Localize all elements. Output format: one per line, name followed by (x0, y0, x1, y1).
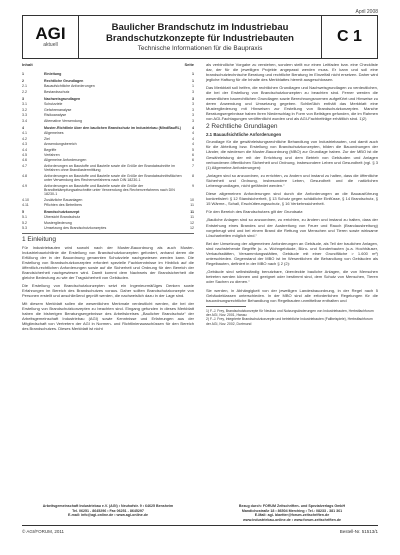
distributor-footer (206, 504, 378, 522)
toc-title: Einleitung (44, 72, 62, 76)
footer-distributor-web: www.industriebau-online.de • www.forum-zeitschriften.de (242, 517, 342, 522)
footnote-divider (206, 306, 246, 307)
toc-number: 4.3 (22, 142, 27, 147)
toc-title: Pflichten des Betreibers (44, 203, 82, 208)
toc-label-seite: Seite (184, 62, 194, 67)
paragraph: Grundlage für die gewährleistungsrechtliche Behandlung von Industriebauten, und damit auch für die Abteilung bzw. Erstellung von Brandschutzkonzepten, bilden die Bauordnungen der Länder, die wiederum die Muster-Bauordnung (MBO) zur Grundlage haben. Zur der MBO ist die Gewährleistung der mit der Errichtung und dem Betrieb von Gebäuden und Anlagen verbundenen öffentlichen Sicherheit und Ordnung, insbesondere Leben und Gesundheit (vgl. § 3 (1) Allgemeine Anforderungen): (206, 139, 378, 170)
toc-page: 9 (192, 183, 194, 188)
toc-page: 5 (192, 147, 194, 152)
toc-title: Gefahrenanalyse (44, 107, 72, 112)
toc-page: 11 (190, 209, 194, 214)
toc-page: 4 (192, 142, 194, 147)
order-number: Bestell-Nr. 51513/1 (339, 529, 378, 534)
toc-number: 5.3 (22, 226, 27, 231)
toc-title: Bauaufsichtliche Anforderungen (44, 84, 95, 89)
toc-title: Risikoanalyse (44, 113, 67, 118)
toc-number: 4.1 (22, 131, 27, 136)
toc-title: Nachweisgrundlagen (44, 96, 81, 101)
toc-row (22, 95, 194, 102)
footnote: 1) F.-J. Frey, Brandschutzkonzepte für Neubau und Nutzungsänderungen von Industriebauten, Herbstfachforum der AGI, Nov. 2001, Hanau (206, 308, 374, 318)
footnote: 2) F.-J. Frey, Integrierte Brandschutzkonzepte und betriebliche Industriebauten (Fallbeispiele), Herbstfachforum der AGI, Nov. 2002, Dortmund (206, 317, 373, 326)
header-titles (79, 16, 321, 58)
toc-page: 12 (190, 220, 194, 225)
toc-number: 4.4 (22, 147, 27, 152)
paragraph: Die Erstellung von Brandschutzkonzepten setzt ein Ingenieurmäßiges Denken sowie Erfahrungen im Bereich des Brandschutzes voraus. Daher sollten Brandschutzkonzepte von Personen erstellt und anschließend geprüft werden, die nachweislich dazu in der Lage sind. (22, 283, 194, 299)
toc-title: Bestandsschutz (44, 89, 70, 94)
toc-page: 8 (192, 173, 194, 178)
right-column (206, 62, 378, 326)
toc-title: Schutzziele (44, 102, 63, 107)
toc-page: 4 (192, 136, 194, 141)
toc-page: 3 (192, 96, 194, 101)
quote-paragraph: „Anlagen sind so anzuordnen, zu errichten, zu ändern und instand zu halten, dass die öffentliche Sicherheit und Ordnung, insbesondere Leben, Gesundheit und die natürlichen Lebensgrundlagen, nicht gefährdet werden.“ (206, 172, 378, 188)
toc-title: Verfahren (44, 153, 60, 157)
document-header (22, 15, 378, 59)
toc-title: Rechtliche Grundlagen (44, 78, 84, 83)
quote-paragraph: „Bauliche Anlagen sind so anzuordnen, zu errichten, zu ändern und instand zu halten, dass der Entstehung eines Brandes und der Ausbreitung von Feuer und Rauch (Brandausbreitung) vorgebeugt wird und bei einem Brand die Rettung von Menschen und Tieren sowie wirksame Löscharbeiten möglich sind.“ (206, 217, 378, 238)
publisher-footer (22, 504, 194, 518)
toc-header (22, 62, 194, 67)
toc-page: 7 (192, 163, 194, 168)
toc-row (22, 124, 194, 131)
paragraph: Diese allgemeinen Anforderungen sind durch die Anforderungen an die Bauausführung konkretisiert: § 12 Standsicherheit, § 13 Schutz gegen schädliche Einflüsse, § 14 Brandschutz, § 15 Wärme-, Schall, Erschütterungsschutz, § 16 Verkehrssicherheit. (206, 191, 378, 207)
toc-page: 4 (192, 131, 194, 136)
section-2-heading: 2 Rechtliche Grundlagen (206, 123, 278, 131)
toc-page: 3 (192, 113, 194, 118)
toc-number: 3.3 (22, 113, 27, 118)
toc-page: 10 (190, 197, 194, 202)
toc-number: 2.2 (22, 89, 27, 94)
toc-label-inhalt: Inhalt (22, 62, 33, 67)
left-column (22, 62, 194, 334)
toc-page: 12 (190, 226, 194, 231)
section-2-1-heading: 2.1 Bauaufsichtliche Anforderungen (206, 132, 282, 138)
toc-page: 11 (190, 215, 194, 220)
toc-row (22, 77, 194, 84)
logo-subtitle: aktuell (43, 42, 58, 48)
toc-title: Anforderungen an Baustoffe und Bauteile sowie die Größe der Brandbekämpfungsabschnitte unter Verwendung des Rechenverfahrens nach DIN 18230-1 (44, 183, 175, 197)
footer-distributor-address: Mandichostraße 18 • 86504 Merching • Tel.: 08233 - 381 361 (241, 508, 343, 513)
toc-page: 6 (192, 158, 194, 163)
paragraph: Für den Bereich des Brandschutzes gilt der Grundsatz: (206, 209, 304, 215)
toc-page: 1 (192, 72, 194, 76)
toc-page: 1 (192, 84, 194, 89)
title-line-2: Brandschutzkonzepte für Industriebauten (106, 32, 294, 44)
toc-page: 3 (192, 118, 194, 123)
toc-number: 4.9 (22, 183, 27, 188)
toc-title: Allgemeine Anforderungen (44, 158, 87, 163)
toc-number: 4.2 (22, 136, 27, 141)
toc-number: 5.2 (22, 220, 27, 225)
toc-page: 1 (192, 78, 194, 83)
toc-title: Alternative Verwendung (44, 118, 82, 123)
toc-page: 3 (192, 89, 194, 94)
toc-number: 4.10 (22, 197, 29, 202)
toc-page: 11 (190, 203, 194, 208)
toc-title: Muster-Richtlinie über den baulichen Brandschutz im Industriebau (MIndBauRL) (44, 125, 181, 130)
toc-number: 2.1 (22, 84, 27, 89)
toc-number: 3.4 (22, 118, 27, 123)
toc-row (22, 183, 194, 197)
toc-number: 1 (22, 72, 24, 76)
footer-contact: E-mail: info@agi-online.de • www.agi-online.de (68, 513, 148, 518)
toc-row (22, 208, 194, 215)
toc-number: 3.2 (22, 107, 27, 112)
title-line-1: Baulicher Brandschutz im Industriebau (111, 21, 289, 33)
toc-row (22, 163, 194, 173)
toc-row (22, 173, 194, 183)
toc-number: 5 (22, 209, 24, 214)
title-subline: Technische Informationen für die Baupraxis (137, 44, 263, 52)
toc-title: Brandschutzkonzept (44, 209, 80, 214)
toc-title: Anwendungsbereich (44, 142, 77, 147)
logo-text: AGI (35, 24, 66, 43)
toc-number: 4.6 (22, 158, 27, 163)
toc-row (22, 70, 194, 77)
paragraph: Mit diesem Merkblatt sollen die wesentlichen Merkmale verdeutlicht werden, die bei der Erstellung von Brandschutzkonzepten zu beachten sind. Eingang gefunden in dieses Merkblatt haben die bisherigen Beratungsergebnisse des Arbeitskreises „Baulicher Brandschutz“ der Arbeitsgemeinschaft Industriebau (AGI) sowie Kenntnisse und Erfahrungen aus der Mitgliedschaft von Vertretern der AGI in Normen- und Richtlinienausschüssen für den Bereich des Brandschutzes. Dieses Merkblatt ist nicht (22, 301, 194, 332)
divider (22, 233, 194, 234)
paragraph: Sie werden, in Abhängigkeit von der jeweiligen Landesbauordnung, in der Regel nach 5 Gebäudeklassen unterschieden. In der MBO sind alle erforderlichen Regelungen für die bauordnungsrechtliche Behandlung von Regelbauten unmittelbar enthalten und (206, 287, 378, 303)
table-of-contents (22, 70, 194, 231)
agi-logo (23, 16, 79, 58)
toc-title: Anforderungen an Baustoffe und Bauteile sowie die Größe der Brandabschnitte im Verfahren ohne Brandlastermittlung (44, 163, 175, 173)
toc-title: Anforderungen an Baustoffe und Bauteile sowie die Größe der Brandabschnittsflächen unter Verwendung des Rechenverfahrens nach DIN 18230-1 (44, 173, 182, 183)
toc-page: 4 (192, 125, 194, 130)
toc-title: Umsetzung des Brandschutzkonzeptes (44, 226, 107, 231)
issue-date: April 2008 (355, 9, 378, 15)
sheet-code: C 1 (321, 16, 377, 58)
toc-page: 3 (192, 107, 194, 112)
footnotes (206, 309, 378, 326)
toc-page: 3 (192, 102, 194, 107)
toc-title: Begriffe (44, 147, 57, 152)
toc-title: Übersicht Brandschutz (44, 215, 81, 220)
copyright: © AGI/FORUM, 2011 (22, 529, 64, 534)
toc-number: 3.1 (22, 102, 27, 107)
paragraph: Bei der Umsetzung der allgemeinen Anforderungen an Gebäude, als Teil der baulichen Anlagen, sind nachstehende Begriffe (u. a. Wohngebäude, Büro- und Sonderbauten (u.a. Hochhäuser, Verkaufsstätten, Versammlungsstätten, Gebäude mit einer Grundfläche > 1.600 m²) unterschieden. Gegenstand der MBO ist im Wesentlichen die Behandlung von Gebäuden als Regelbauten, definiert in der MBO nach § 2 (2): (206, 240, 378, 267)
toc-number: 4 (22, 125, 24, 130)
toc-number: 4.8 (22, 173, 27, 178)
toc-title: Ziel (44, 136, 50, 141)
toc-number: 2 (22, 78, 24, 83)
toc-number: 3 (22, 96, 24, 101)
paragraph: als verbindliche Vorgabe zu verstehen, sondern stellt nur einen Leitfaden bzw. eine Checkliste dar, der für die jeweiligen Projekte angepasst werden muss. Er kann und soll eine brandschutztechnische Beratung und rechtliche Beratung im Einzelfall nicht ersetzen. Daher wird jegliche Haftung für die Inhalte des Merkblattes hiermit ausgeschlossen. (206, 62, 378, 83)
toc-number: 4.7 (22, 163, 27, 168)
section-1-heading: 1 Einleitung (22, 236, 56, 244)
footer-distributor-email: E-Mail: agi- blaetter@forum-zeitschriften.de (254, 513, 330, 518)
toc-number: 5.1 (22, 215, 27, 220)
toc-title: Mustergliederung (44, 220, 72, 225)
toc-page: 6 (192, 153, 194, 157)
toc-title: Zusätzliche Bauanlagen (44, 197, 83, 202)
toc-number: 4.11 (22, 203, 29, 208)
footer-address: Arbeitsgemeinschaft Industriebau e.V. (AGI) • Neuhofstr. 9 • 64625 Bensheim (42, 504, 174, 508)
toc-title: Allgemeines (44, 131, 64, 136)
quote-paragraph: „Gebäude sind selbstständig benutzbare, überdeckte bauliche Anlagen, die von Menschen betreten werden können und geeignet oder bestimmt sind, dem Schutz von Menschen, Tieren oder Sachen zu dienen.“ (206, 269, 378, 285)
toc-row (22, 226, 194, 231)
footer-phone: Tel. 06251 - 8645296 • Fax 06251 - 8645297 (72, 508, 144, 513)
paragraph: Für Industriebauten wird sowohl nach der Muster-Bauordnung als auch Muster-Industriebaurichtlinie die Erstellung von Brandschutzkonzepten gefordert, anhand deren die Erfüllung der in der Bauordnung genannten Schutzziele nachgewiesen werden kann. Die Erstellung von Brandschutzkonzepten erfordert spezielle Fachkenntnisse im Hinblick auf die öffentlich-rechtlichen Anforderungen sowie auf die Sicherheit und Ordnung für den Bereich der Brandsicherheit nachgewiesen wird. Damit kommt dem Nachweis der Brandsicherheit die gleiche Bedeutung zu wie der Tragsicherheit von Gebäuden. (22, 245, 194, 281)
toc-number: 4.5 (22, 153, 27, 157)
footer-distributor: Bezug durch: FORUM Zeitschriften- und Spezialverlags GmbH (238, 504, 346, 508)
bottom-divider (22, 525, 378, 526)
paragraph: Das Merkblatt soll helfen, die rechtlichen Grundlagen und Nachweisgrundlagen zu verdeutlichen, die bei der Erstellung von Brandschutzkonzepten zu beachten sind. Ferner werden die wesentlichen baurechtlichen Grundlagen sowie Berechnungsnormen aufgeführt und Hinweise zu deren Anwendung und Umsetzung gegeben. Schließlich enthält das Merkblatt eine Mustergliederung mit Hinweisen zur Erstellung von Brandschutzkonzepten. Manche Beratungsergebnisse haben ihren Niederschlag in Form von Beiträgen gefunden, die im Rahmen von AGI-Fachtagungen veröffentlicht wurden und als AGI-Fachbeiträge erhältlich sind. 1)2) (206, 85, 378, 121)
